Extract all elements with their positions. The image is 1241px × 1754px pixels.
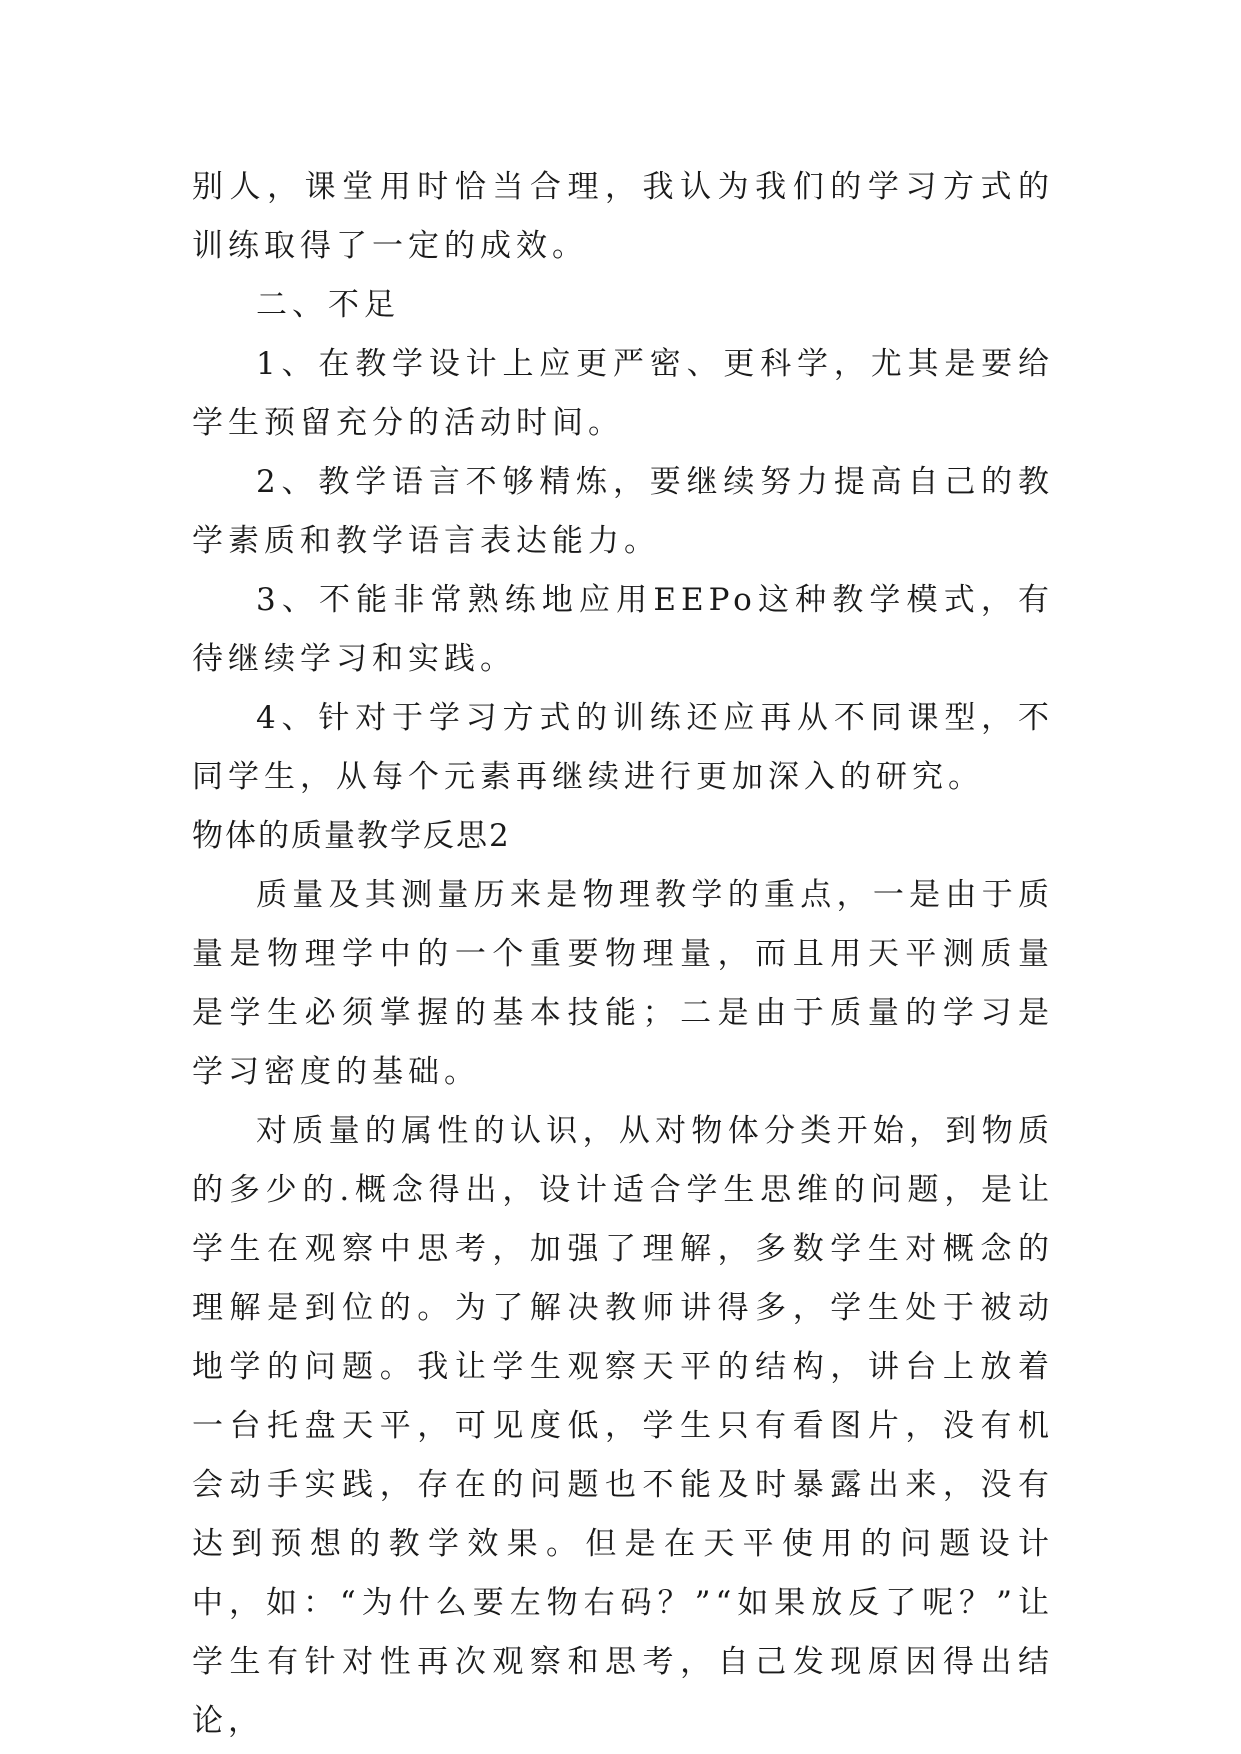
paragraph-body: 对质量的属性的认识，从对物体分类开始，到物质的多少的.概念得出，设计适合学生思维的问题，是让学生在观察中思考，加强了理解，多数学生对概念的理解是到位的。为了解决教师讲得多，学生处于被动地学的问题。我让学生观察天平的结构，讲台上放着一台托盘天平，可见度低，学生只有看图片，没有机会动手实践，存在的问题也不能及时暴露出来，没有达到预想的教学效果。但是在天平使用的问题设计中，如：“为什么要左物右码？”“如果放反了呢？”让学生有针对性再次观察和思考，自己发现原因得出结论， (192, 1113, 1054, 1739)
list-item-2: 2、教学语言不够精炼，要继续努力提高自己的教学素质和教学语言表达能力。 (192, 464, 1054, 559)
list-item-4: 4、针对于学习方式的训练还应再从不同课型，不同学生，从每个元素再继续进行更加深入的研究。 (192, 700, 1054, 795)
section-heading-shortcomings: 二、不足 (256, 287, 400, 323)
document-body (192, 158, 1054, 1751)
article-title: 物体的质量教学反思2 (192, 818, 511, 854)
paragraph-continuation: 别人，课堂用时恰当合理，我认为我们的学习方式的训练取得了一定的成效。 (192, 169, 1054, 264)
list-item-1: 1、在教学设计上应更严密、更科学，尤其是要给学生预留充分的活动时间。 (192, 346, 1054, 441)
paragraph-body: 质量及其测量历来是物理教学的重点，一是由于质量是物理学中的一个重要物理量，而且用天平测质量是学生必须掌握的基本技能；二是由于质量的学习是学习密度的基础。 (192, 877, 1054, 1090)
list-item-3: 3、不能非常熟练地应用EEPo这种教学模式，有待继续学习和实践。 (192, 582, 1054, 677)
